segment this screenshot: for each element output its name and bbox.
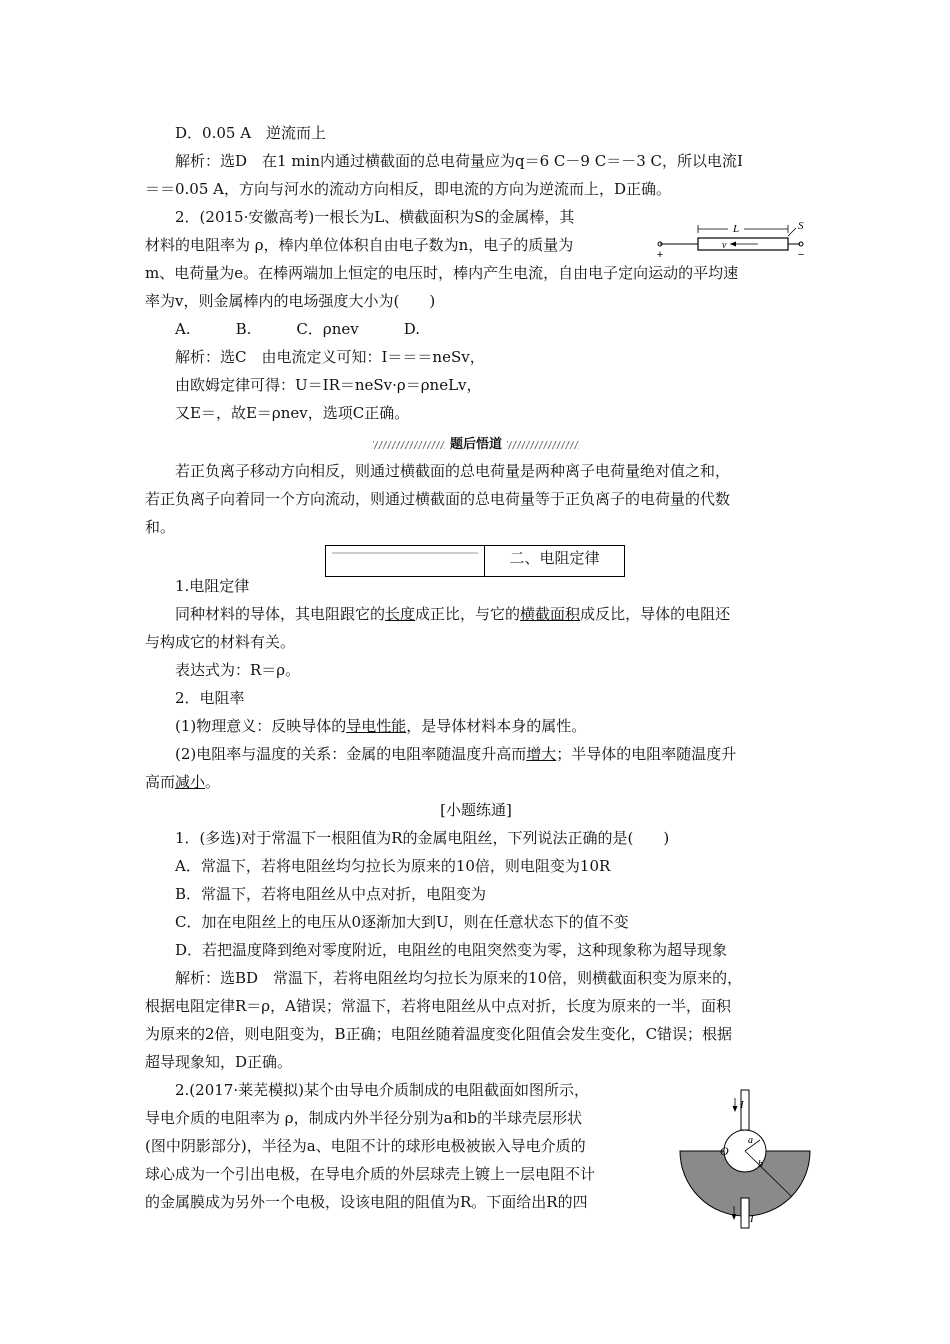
text-line: (图中阴影部分)，半径为a、电阻不计的球形电极被嵌入导电介质的 (145, 1137, 586, 1155)
center-label: O (720, 1144, 729, 1158)
text-line: 2.(2017·莱芜模拟)某个由导电介质制成的电阻截面如图所示， (175, 1081, 589, 1099)
text-line: 材料的电阻率为 ρ，棒内单位体积自由电子数为n，电子的质量为 (145, 236, 574, 254)
minus-terminal-label: − (797, 249, 805, 260)
inner-radius-label: a (748, 1135, 753, 1146)
text-line: 2．电阻率 (175, 689, 245, 707)
text-line: 为原来的2倍，则电阻变为，B正确；电阻丝随着温度变化阻值会发生变化，C错误；根据 (145, 1025, 733, 1043)
rod-length-label: L (732, 223, 740, 235)
text-line: 解析：选BD 常温下，若将电阻丝均匀拉长为原来的10倍，则横截面积变为原来的， (175, 969, 743, 987)
text-line: 若正负离子向着同一个方向流动，则通过横截面的总电荷量等于正负离子的电荷量的代数 (145, 490, 731, 508)
text-line: 球心成为一个引出电极，在导电介质的外层球壳上镀上一层电阻不计 (145, 1165, 596, 1183)
section-header: 二、电阻定律 (509, 549, 600, 567)
text-line: 表达式为：R＝ρ。 (175, 661, 301, 679)
section-divider (330, 433, 622, 453)
options-line: A. B. C．ρnev D. (175, 320, 420, 338)
text-line: 高而减小。 (145, 773, 221, 791)
option-line: B．常温下，若将电阻丝从中点对折，电阻变为 (175, 885, 487, 903)
section-header-box (325, 545, 625, 577)
text-line: 和。 (145, 518, 176, 536)
text-line: 解析：选D 在1 min内通过横截面的总电荷量应为q＝6 C－9 C＝－3 C，所以电流I (175, 152, 743, 170)
rod-area-label: S (798, 220, 804, 232)
blank-answer: 增大 (526, 745, 557, 763)
current-label-top: I (740, 1099, 744, 1111)
text-line: 率为v，则金属棒内的电场强度大小为( ) (145, 292, 436, 310)
blank-answer: 长度 (385, 605, 416, 623)
text-line: 2．(2015·安徽高考)一根长为L、横截面积为S的金属棒，其 (175, 208, 575, 226)
option-line: C．加在电阻丝上的电压从0逐渐加大到U，则在任意状态下的值不变 (175, 913, 629, 931)
plus-terminal-label: + (656, 249, 664, 260)
text-line: m、电荷量为e。在棒两端加上恒定的电压时，棒内产生电流，自由电子定向运动的平均速 (145, 264, 739, 282)
blank-answer: 横截面积 (520, 605, 581, 623)
text-line: 导电介质的电阻率为 ρ，制成内外半径分别为a和b的半球壳层形状 (145, 1109, 583, 1127)
text-line: 1．(多选)对于常温下一根阻值为R的金属电阻丝，下列说法正确的是( ) (175, 829, 670, 847)
divider-title: 题后悟道 (449, 437, 502, 452)
text-line: 与构成它的材料有关。 (145, 633, 296, 651)
text-line: 解析：选C 由电流定义可知：I＝＝＝neSv， (175, 348, 485, 366)
text-line: 同种材料的导体，其电阻跟它的长度成正比，与它的横截面积成反比，导体的电阻还 (175, 605, 731, 623)
option-line: D．若把温度降到绝对零度附近，电阻丝的电阻突然变为零，这种现象称为超导现象 (175, 941, 728, 959)
outer-radius-label: b (758, 1159, 763, 1170)
text-line: 又E＝，故E＝ρnev，选项C正确。 (175, 404, 410, 422)
text-line: (1)物理意义：反映导体的导电性能，是导体材料本身的属性。 (175, 717, 587, 735)
subsection-title: [小题练通] (440, 801, 512, 819)
blank-answer: 减小 (175, 773, 206, 791)
text-line: 超导现象知，D正确。 (145, 1053, 293, 1071)
current-label-bottom: I (750, 1213, 754, 1225)
text-line: 若正负离子移动方向相反，则通过横截面的总电荷量是两种离子电荷量绝对值之和， (175, 462, 731, 480)
hemisphere-figure (676, 1080, 816, 1230)
text-line: 根据电阻定律R＝ρ，A错误；常温下，若将电阻丝从中点对折，长度为原来的一半，面积 (145, 997, 731, 1015)
text-line: ＝＝0.05 A，方向与河水的流动方向相反，即电流的方向为逆流而上，D正确。 (145, 180, 672, 198)
text-line: 1.电阻定律 (175, 577, 250, 595)
option-line: A．常温下，若将电阻丝均匀拉长为原来的10倍，则电阻变为10R (175, 857, 611, 875)
velocity-label: v (722, 240, 727, 251)
text-line: 的金属膜成为另外一个电极，设该电阻的阻值为R。下面给出R的四 (145, 1193, 588, 1211)
text-line: 由欧姆定律可得：U＝IR＝neSv·ρ＝ρneLv， (175, 376, 482, 394)
blank-answer: 导电性能 (346, 717, 407, 735)
text-line: (2)电阻率与温度的关系：金属的电阻率随温度升高而增大；半导体的电阻率随温度升 (175, 745, 737, 763)
rod-figure (650, 218, 808, 260)
text-line: D．0.05 A 逆流而上 (175, 124, 327, 142)
